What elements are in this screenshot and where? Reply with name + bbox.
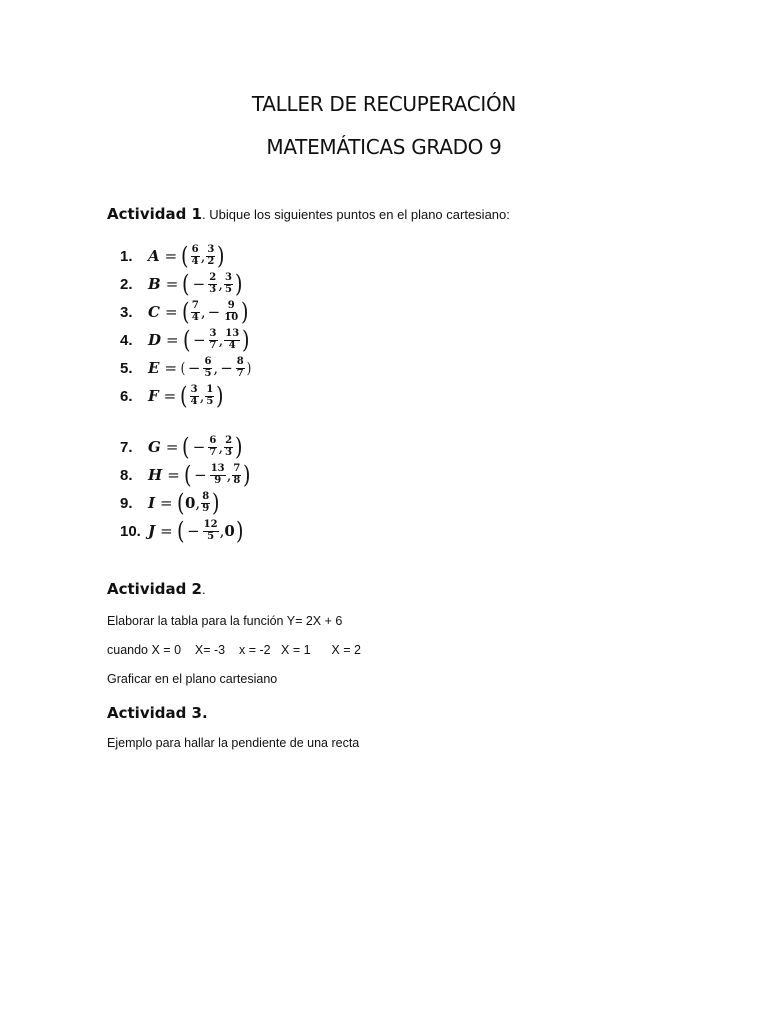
open-paren: ( [176,517,185,545]
open-paren: ( [180,382,188,410]
close-paren: ) [242,326,250,354]
equals-sign: = [164,303,178,321]
fraction-numerator: 13 [210,463,225,474]
equals-sign: = [164,247,178,265]
point-name: A [148,247,160,265]
fraction [224,436,233,458]
point-name: G [148,438,161,456]
open-paren: ( [180,358,186,377]
fraction-numerator: 3 [209,328,217,339]
fraction-denominator: 10 [224,311,239,323]
comma: , [218,275,223,293]
fraction-denominator: 5 [207,530,215,542]
open-paren: ( [181,298,189,326]
minus-sign: − [187,522,200,540]
fraction-denominator: 4 [228,339,236,351]
comma: , [226,466,232,484]
fraction-numerator: 2 [209,272,217,283]
fraction-numerator: 6 [204,356,212,367]
equals-sign: = [163,387,177,405]
fraction-numerator: 8 [236,356,244,367]
actividad-3-line-1: Ejemplo para hallar la pendiente de una recta [107,736,360,750]
fraction-numerator: 3 [224,272,232,283]
comma: , [199,387,205,405]
fraction [190,385,199,407]
point-item [120,326,252,354]
actividad-2-label: Actividad 2 [107,580,202,598]
coordinate-value: 0 [184,494,196,512]
fraction [209,329,218,351]
point-item [120,242,252,270]
fraction-denominator: 4 [190,395,198,407]
fraction-denominator: 2 [207,255,215,267]
document-subtitle: MATEMÁTICAS GRADO 9 [266,135,502,159]
actividad-2-line-3: Graficar en el plano cartesiano [107,672,278,686]
equals-sign: = [166,331,179,349]
fraction [210,464,226,486]
fraction-numerator: 7 [233,463,241,474]
fraction-numerator: 6 [209,435,217,446]
fraction-denominator: 5 [204,367,212,379]
point-name: H [148,466,163,484]
point-item [120,489,252,517]
open-paren: ( [183,461,192,489]
close-paren: ) [246,358,252,377]
comma: , [213,359,219,377]
equals-sign: = [165,438,179,456]
actividad-1-heading [107,205,510,223]
close-paren: ) [217,242,225,270]
fraction-numerator: 6 [191,244,199,255]
points-list-1 [120,242,252,410]
minus-sign: − [207,303,221,321]
fraction-numerator: 3 [207,244,215,255]
close-paren: ) [241,298,249,326]
coordinate-value: 0 [224,522,235,540]
actividad-1-label: Actividad 1 [107,205,202,223]
equals-sign: = [160,494,173,512]
fraction-numerator: 2 [225,435,233,446]
fraction [232,464,241,486]
fraction-denominator: 4 [191,311,199,323]
close-paren: ) [212,489,220,517]
open-paren: ( [182,326,191,354]
fraction [191,301,200,323]
open-paren: ( [182,433,190,461]
minus-sign: − [187,359,201,377]
equals-sign: = [164,359,178,377]
fraction-numerator: 3 [190,384,198,395]
fraction-numerator: 1 [206,384,214,395]
document-title: TALLER DE RECUPERACIÓN [251,92,517,116]
fraction [203,520,219,542]
point-name: E [148,359,160,377]
point-name: B [148,275,161,293]
actividad-2-line-2: cuando X = 0 X= -3 x = -2 X = 1 X = 2 [107,643,361,657]
comma: , [218,438,224,456]
comma: , [195,494,201,512]
fraction-denominator: 7 [209,446,217,458]
close-paren: ) [235,433,243,461]
close-paren: ) [234,270,243,298]
point-number: 2. [120,275,133,293]
equals-sign: = [160,522,173,540]
fraction-denominator: 9 [214,474,222,486]
fraction [223,301,239,323]
point-name: D [148,331,162,349]
fraction [191,245,200,267]
point-name: C [148,303,160,321]
fraction-denominator: 3 [209,283,217,295]
fraction [203,357,212,379]
points-list-2 [120,433,252,545]
fraction-numerator: 7 [191,300,199,311]
fraction [205,385,214,407]
point-name: I [148,494,156,512]
fraction-numerator: 9 [227,300,235,311]
fraction [224,273,233,295]
fraction-denominator: 7 [236,367,244,379]
minus-sign: − [194,466,207,484]
equals-sign: = [165,275,179,293]
minus-sign: − [220,359,233,377]
open-paren: ( [182,270,190,298]
point-item [120,433,252,461]
point-number: 6. [120,387,133,405]
point-item [120,461,252,489]
actividad-3-heading: Actividad 3. [107,704,208,722]
point-item [120,354,252,382]
fraction-denominator: 4 [191,255,199,267]
open-paren: ( [181,242,189,270]
minus-sign: − [192,275,206,293]
fraction-denominator: 8 [233,474,241,486]
point-item [120,270,252,298]
point-number: 1. [120,247,133,265]
actividad-2-heading [107,580,206,598]
open-paren: ( [176,489,185,517]
point-number: 4. [120,331,133,349]
point-number: 8. [120,466,133,484]
fraction [224,329,240,351]
comma: , [219,522,225,540]
fraction [208,273,217,295]
fraction-denominator: 7 [209,339,217,351]
point-name: F [148,387,159,405]
equals-sign: = [167,466,180,484]
point-number: 3. [120,303,133,321]
fraction-denominator: 5 [224,283,232,295]
fraction-denominator: 3 [225,446,233,458]
point-number: 9. [120,494,133,512]
point-item [120,517,252,545]
fraction [201,492,210,514]
minus-sign: − [192,438,206,456]
fraction-numerator: 13 [225,328,240,339]
point-item [120,298,252,326]
fraction [206,245,215,267]
point-number: 10. [120,522,141,540]
close-paren: ) [243,461,251,489]
point-item [120,382,252,410]
close-paren: ) [235,517,244,545]
fraction-numerator: 8 [202,491,210,502]
comma: , [200,303,206,321]
actividad-2-line-1: Elaborar la tabla para la función Y= 2X + 6 [107,614,343,628]
fraction-numerator: 12 [203,519,218,530]
actividad-1-instruction: . Ubique los siguientes puntos en el plano cartesiano: [202,207,510,222]
comma: , [218,331,224,349]
point-number: 5. [120,359,133,377]
comma: , [200,247,206,265]
fraction [208,436,217,458]
close-paren: ) [216,382,224,410]
minus-sign: − [192,331,206,349]
fraction-denominator: 9 [202,502,210,514]
point-number: 7. [120,438,133,456]
actividad-2-suffix: . [202,582,206,597]
point-name: J [148,522,156,540]
fraction [236,357,245,379]
fraction-denominator: 5 [206,395,214,407]
